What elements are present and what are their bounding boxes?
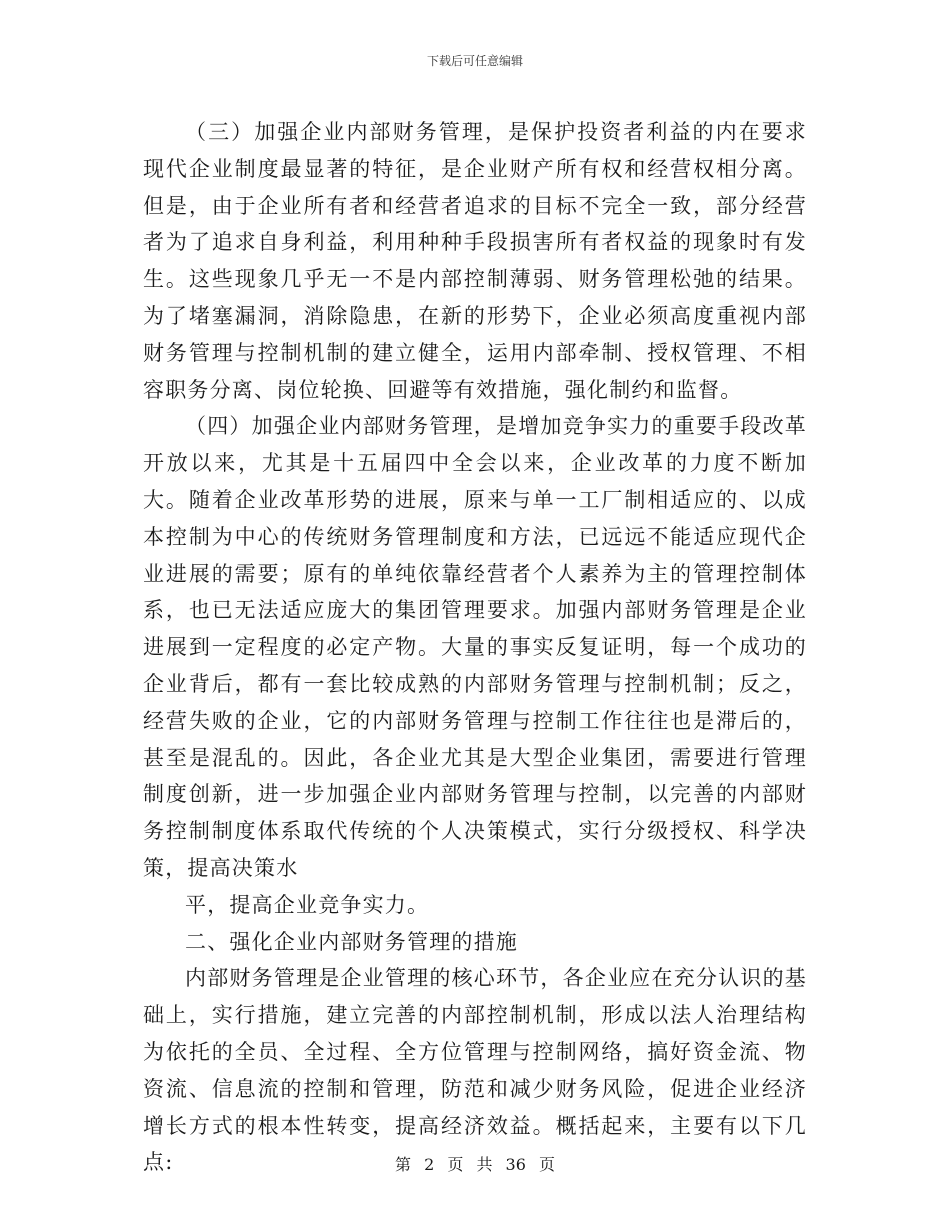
page-header-note: 下载后可任意编辑 bbox=[426, 54, 523, 68]
page-number-footer: 第 2 页 共 36 页 bbox=[395, 1155, 555, 1174]
paragraph-section-three: （三）加强企业内部财务管理，是保护投资者利益的内在要求 现代企业制度最显著的特征，是企业财产所有权和经营权相分离。但是，由于企业所有者和经营者追求的目标不完全一致，部分经营者为了追求自身利益，利用种种手段损害所有者权益的现象时有发生。这些现象几乎无一不是内部控制薄弱、财务管理松弛的结果。为了堵塞漏洞，消除隐患，在新的形势下，企业必须高度重视内部财务管理与控制机制的建立健全，运用内部牵制、授权管理、不相容职务分离、岗位轮换、回避等有效措施，强化制约和监督。 bbox=[143, 120, 807, 402]
paragraph-section-four-continuation: 平，提高企业竞争实力。 bbox=[185, 892, 430, 917]
section-heading-measures: 二、强化企业内部财务管理的措施 bbox=[185, 929, 518, 954]
paragraph-section-four: （四）加强企业内部财务管理，是增加竞争实力的重要手段改革开放以来，尤其是十五届四中全会以来，企业改革的力度不断加大。随着企业改革形势的进展，原来与单一工厂制相适应的、以成本控制为中心的传统财务管理制度和方法，已远远不能适应现代企业进展的需要；原有的单纯依靠经营者个人素养为主的管理控制体系，也已无法适应庞大的集团管理要求。加强内部财务管理是企业进展到一定程度的必定产物。大量的事实反复证明，每一个成功的企业背后，都有一套比较成熟的内部财务管理与控制机制；反之，经营失败的企业，它的内部财务管理与控制工作往往也是滞后的，甚至是混乱的。因此，各企业尤其是大型企业集团，需要进行管理制度创新，进一步加强企业内部财务管理与控制，以完善的内部财务控制制度体系取代传统的个人决策模式，实行分级授权、科学决策，提高决策水 bbox=[143, 414, 807, 880]
document-body bbox=[143, 114, 807, 1181]
paragraph-measures-intro: 内部财务管理是企业管理的核心环节，各企业应在充分认识的基础上，实行措施，建立完善的内部控制机制，形成以法人治理结构为依托的全员、全过程、全方位管理与控制网络，搞好资金流、物资流、信息流的控制和管理，防范和减少财务风险，促进企业经济增长方式的根本性转变，提高经济效益。概括起来，主要有以下几点: bbox=[143, 966, 807, 1175]
